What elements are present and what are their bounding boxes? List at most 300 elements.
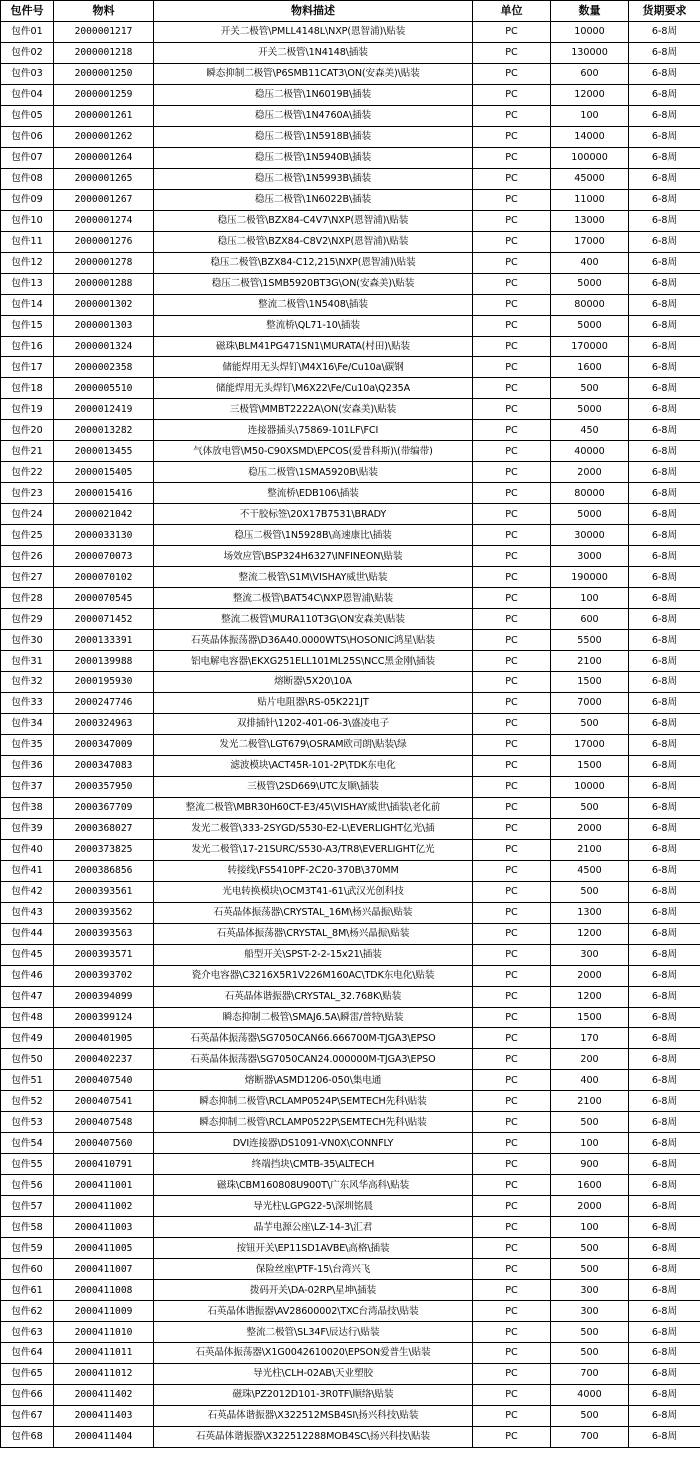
package-no-cell: 包件43 bbox=[1, 902, 54, 923]
package-no-cell: 包件54 bbox=[1, 1133, 54, 1154]
quantity-cell: 17000 bbox=[551, 734, 629, 755]
unit-cell: PC bbox=[473, 692, 551, 713]
lead-time-cell: 6-8周 bbox=[629, 923, 700, 944]
package-no-cell: 包件42 bbox=[1, 881, 54, 902]
lead-time-cell: 6-8周 bbox=[629, 651, 700, 672]
table-row bbox=[1, 860, 700, 881]
package-no-cell: 包件28 bbox=[1, 588, 54, 609]
package-no-cell: 包件15 bbox=[1, 315, 54, 336]
quantity-cell: 500 bbox=[551, 1322, 629, 1343]
unit-cell: PC bbox=[473, 1091, 551, 1112]
unit-cell: PC bbox=[473, 713, 551, 734]
description-cell: 瓷介电容器\C3216X5R1V226M160AC\TDK东电化\贴装 bbox=[154, 965, 473, 986]
quantity-cell: 10000 bbox=[551, 776, 629, 797]
lead-time-cell: 6-8周 bbox=[629, 1028, 700, 1049]
package-no-cell: 包件61 bbox=[1, 1280, 54, 1301]
lead-time-cell: 6-8周 bbox=[629, 881, 700, 902]
lead-time-cell: 6-8周 bbox=[629, 504, 700, 525]
unit-cell: PC bbox=[473, 63, 551, 84]
package-no-cell: 包件41 bbox=[1, 860, 54, 881]
package-no-cell: 包件35 bbox=[1, 734, 54, 755]
table-row bbox=[1, 1049, 700, 1070]
material-cell: 2000001250 bbox=[54, 63, 154, 84]
lead-time-cell: 6-8周 bbox=[629, 21, 700, 42]
description-cell: 熔断器\5X20\10A bbox=[154, 672, 473, 693]
description-cell: 储能焊用无头焊钉\M6X22\Fe/Cu10a\Q235A bbox=[154, 378, 473, 399]
table-row bbox=[1, 105, 700, 126]
table-row bbox=[1, 294, 700, 315]
unit-cell: PC bbox=[473, 231, 551, 252]
package-no-cell: 包件10 bbox=[1, 210, 54, 231]
material-cell: 2000001303 bbox=[54, 315, 154, 336]
material-cell: 2000001265 bbox=[54, 168, 154, 189]
material-cell: 2000001264 bbox=[54, 147, 154, 168]
table-row bbox=[1, 210, 700, 231]
quantity-cell: 500 bbox=[551, 1259, 629, 1280]
unit-cell: PC bbox=[473, 525, 551, 546]
table-row bbox=[1, 1343, 700, 1364]
package-no-cell: 包件45 bbox=[1, 944, 54, 965]
quantity-cell: 5000 bbox=[551, 399, 629, 420]
table-row bbox=[1, 1028, 700, 1049]
quantity-cell: 400 bbox=[551, 252, 629, 273]
description-cell: 发光二极管\17-21SURC/S530-A3/TR8\EVERLIGHT亿光 bbox=[154, 839, 473, 860]
unit-cell: PC bbox=[473, 965, 551, 986]
lead-time-cell: 6-8周 bbox=[629, 1196, 700, 1217]
quantity-cell: 200 bbox=[551, 1049, 629, 1070]
package-no-cell: 包件37 bbox=[1, 776, 54, 797]
unit-cell: PC bbox=[473, 273, 551, 294]
quantity-cell: 1200 bbox=[551, 986, 629, 1007]
quantity-cell: 2000 bbox=[551, 462, 629, 483]
quantity-cell: 500 bbox=[551, 881, 629, 902]
quantity-cell: 600 bbox=[551, 609, 629, 630]
package-no-cell: 包件07 bbox=[1, 147, 54, 168]
package-no-cell: 包件38 bbox=[1, 797, 54, 818]
material-cell: 2000410791 bbox=[54, 1154, 154, 1175]
description-cell: 瞬态抑制二极管\P6SMB11CAT3\ON(安森美)\贴装 bbox=[154, 63, 473, 84]
quantity-cell: 2000 bbox=[551, 1196, 629, 1217]
lead-time-cell: 6-8周 bbox=[629, 273, 700, 294]
description-cell: 晶芋电源公座\LZ-14-3\汇君 bbox=[154, 1217, 473, 1238]
lead-time-cell: 6-8周 bbox=[629, 1322, 700, 1343]
unit-cell: PC bbox=[473, 755, 551, 776]
quantity-cell: 5000 bbox=[551, 273, 629, 294]
quantity-cell: 1600 bbox=[551, 1175, 629, 1196]
lead-time-cell: 6-8周 bbox=[629, 839, 700, 860]
table-row bbox=[1, 63, 700, 84]
material-cell: 2000195930 bbox=[54, 672, 154, 693]
quantity-cell: 80000 bbox=[551, 294, 629, 315]
package-no-cell: 包件23 bbox=[1, 483, 54, 504]
description-cell: 开关二极管\1N4148\插装 bbox=[154, 42, 473, 63]
quantity-cell: 2100 bbox=[551, 1091, 629, 1112]
unit-cell: PC bbox=[473, 986, 551, 1007]
table-row bbox=[1, 1196, 700, 1217]
quantity-cell: 500 bbox=[551, 1343, 629, 1364]
table-row bbox=[1, 21, 700, 42]
description-cell: 稳压二极管\1SMB5920BT3G\ON(安森美)\贴装 bbox=[154, 273, 473, 294]
unit-cell: PC bbox=[473, 902, 551, 923]
table-row bbox=[1, 902, 700, 923]
lead-time-cell: 6-8周 bbox=[629, 1154, 700, 1175]
quantity-cell: 300 bbox=[551, 1280, 629, 1301]
material-cell: 2000001274 bbox=[54, 210, 154, 231]
description-cell: 整流二极管\MURA110T3G\ON安森美\贴装 bbox=[154, 609, 473, 630]
lead-time-cell: 6-8周 bbox=[629, 672, 700, 693]
description-cell: 石英晶体振荡器\SG7050CAN66.666700M-TJGA3\EPSO bbox=[154, 1028, 473, 1049]
material-cell: 2000401905 bbox=[54, 1028, 154, 1049]
package-no-cell: 包件58 bbox=[1, 1217, 54, 1238]
unit-cell: PC bbox=[473, 1049, 551, 1070]
material-cell: 2000411001 bbox=[54, 1175, 154, 1196]
package-no-cell: 包件06 bbox=[1, 126, 54, 147]
header-quantity: 数量 bbox=[551, 1, 629, 22]
package-no-cell: 包件59 bbox=[1, 1238, 54, 1259]
lead-time-cell: 6-8周 bbox=[629, 734, 700, 755]
material-cell: 2000001267 bbox=[54, 189, 154, 210]
lead-time-cell: 6-8周 bbox=[629, 378, 700, 399]
unit-cell: PC bbox=[473, 1238, 551, 1259]
quantity-cell: 2000 bbox=[551, 965, 629, 986]
package-no-cell: 包件67 bbox=[1, 1405, 54, 1426]
package-no-cell: 包件02 bbox=[1, 42, 54, 63]
package-no-cell: 包件52 bbox=[1, 1091, 54, 1112]
unit-cell: PC bbox=[473, 315, 551, 336]
unit-cell: PC bbox=[473, 1028, 551, 1049]
quantity-cell: 100000 bbox=[551, 147, 629, 168]
quantity-cell: 4500 bbox=[551, 860, 629, 881]
package-no-cell: 包件39 bbox=[1, 818, 54, 839]
description-cell: 石英晶体谐振器\X322512MSB4SI\扬兴科技\贴装 bbox=[154, 1405, 473, 1426]
material-cell: 2000411005 bbox=[54, 1238, 154, 1259]
material-cell: 2000357950 bbox=[54, 776, 154, 797]
package-no-cell: 包件60 bbox=[1, 1259, 54, 1280]
quantity-cell: 40000 bbox=[551, 441, 629, 462]
table-row bbox=[1, 525, 700, 546]
description-cell: 石英晶体振荡器\X1G0042610020\EPSON爱普生\贴装 bbox=[154, 1343, 473, 1364]
header-unit: 单位 bbox=[473, 1, 551, 22]
lead-time-cell: 6-8周 bbox=[629, 1259, 700, 1280]
table-row bbox=[1, 399, 700, 420]
table-row bbox=[1, 881, 700, 902]
table-row bbox=[1, 357, 700, 378]
description-cell: 稳压二极管\1N5918B\插装 bbox=[154, 126, 473, 147]
material-cell: 2000407560 bbox=[54, 1133, 154, 1154]
table-row bbox=[1, 126, 700, 147]
quantity-cell: 300 bbox=[551, 944, 629, 965]
quantity-cell: 1500 bbox=[551, 1007, 629, 1028]
material-cell: 2000393563 bbox=[54, 923, 154, 944]
material-cell: 2000001261 bbox=[54, 105, 154, 126]
quantity-cell: 900 bbox=[551, 1154, 629, 1175]
quantity-cell: 12000 bbox=[551, 84, 629, 105]
material-cell: 2000347009 bbox=[54, 734, 154, 755]
quantity-cell: 1500 bbox=[551, 672, 629, 693]
lead-time-cell: 6-8周 bbox=[629, 525, 700, 546]
quantity-cell: 500 bbox=[551, 378, 629, 399]
quantity-cell: 1200 bbox=[551, 923, 629, 944]
table-row bbox=[1, 273, 700, 294]
description-cell: 稳压二极管\1N5940B\插装 bbox=[154, 147, 473, 168]
material-cell: 2000015416 bbox=[54, 483, 154, 504]
package-no-cell: 包件03 bbox=[1, 63, 54, 84]
package-no-cell: 包件04 bbox=[1, 84, 54, 105]
description-cell: 石英晶体谐振器\AV28600002\TXC台湾晶技\贴装 bbox=[154, 1301, 473, 1322]
lead-time-cell: 6-8周 bbox=[629, 63, 700, 84]
quantity-cell: 500 bbox=[551, 713, 629, 734]
lead-time-cell: 6-8周 bbox=[629, 1112, 700, 1133]
material-cell: 2000394099 bbox=[54, 986, 154, 1007]
table-row bbox=[1, 504, 700, 525]
unit-cell: PC bbox=[473, 1343, 551, 1364]
description-cell: 发光二极管\333-2SYGD/S530-E2-L\EVERLIGHT亿光\插 bbox=[154, 818, 473, 839]
unit-cell: PC bbox=[473, 210, 551, 231]
quantity-cell: 45000 bbox=[551, 168, 629, 189]
material-cell: 2000411007 bbox=[54, 1259, 154, 1280]
description-cell: 熔断器\ASMD1206-050\集电通 bbox=[154, 1070, 473, 1091]
lead-time-cell: 6-8周 bbox=[629, 1363, 700, 1384]
unit-cell: PC bbox=[473, 797, 551, 818]
unit-cell: PC bbox=[473, 881, 551, 902]
package-no-cell: 包件47 bbox=[1, 986, 54, 1007]
material-cell: 2000411009 bbox=[54, 1301, 154, 1322]
unit-cell: PC bbox=[473, 1384, 551, 1405]
description-cell: 转接线\FS5410PF-2C20-370B\370MM bbox=[154, 860, 473, 881]
quantity-cell: 100 bbox=[551, 105, 629, 126]
table-row bbox=[1, 1405, 700, 1426]
quantity-cell: 2100 bbox=[551, 651, 629, 672]
description-cell: 场效应管\BSP324H6327\INFINEON\贴装 bbox=[154, 546, 473, 567]
table-row bbox=[1, 839, 700, 860]
package-no-cell: 包件11 bbox=[1, 231, 54, 252]
lead-time-cell: 6-8周 bbox=[629, 483, 700, 504]
material-cell: 2000411402 bbox=[54, 1384, 154, 1405]
lead-time-cell: 6-8周 bbox=[629, 105, 700, 126]
description-cell: 按钮开关\EP11SD1AVBE\高格\插装 bbox=[154, 1238, 473, 1259]
table-row bbox=[1, 797, 700, 818]
description-cell: 稳压二极管\BZX84-C12,215\NXP(恩智浦)\贴装 bbox=[154, 252, 473, 273]
lead-time-cell: 6-8周 bbox=[629, 797, 700, 818]
quantity-cell: 300 bbox=[551, 1301, 629, 1322]
lead-time-cell: 6-8周 bbox=[629, 399, 700, 420]
description-cell: 开关二极管\PMLL4148L\NXP(恩智浦)\贴装 bbox=[154, 21, 473, 42]
description-cell: 稳压二极管\1N5928B\高速康比\插装 bbox=[154, 525, 473, 546]
lead-time-cell: 6-8周 bbox=[629, 630, 700, 651]
unit-cell: PC bbox=[473, 1154, 551, 1175]
lead-time-cell: 6-8周 bbox=[629, 1238, 700, 1259]
package-no-cell: 包件31 bbox=[1, 651, 54, 672]
quantity-cell: 14000 bbox=[551, 126, 629, 147]
header-lead-time: 货期要求 bbox=[629, 1, 700, 22]
quantity-cell: 100 bbox=[551, 1133, 629, 1154]
unit-cell: PC bbox=[473, 399, 551, 420]
table-row bbox=[1, 734, 700, 755]
description-cell: 三极管\2SD669\UTC友顺\插装 bbox=[154, 776, 473, 797]
unit-cell: PC bbox=[473, 651, 551, 672]
description-cell: 贴片电阻器\RS-05K221JT bbox=[154, 692, 473, 713]
material-cell: 2000368027 bbox=[54, 818, 154, 839]
table-row bbox=[1, 1384, 700, 1405]
package-no-cell: 包件05 bbox=[1, 105, 54, 126]
unit-cell: PC bbox=[473, 1196, 551, 1217]
description-cell: 整流二极管\S1M\VISHAY威世\贴装 bbox=[154, 567, 473, 588]
lead-time-cell: 6-8周 bbox=[629, 441, 700, 462]
unit-cell: PC bbox=[473, 923, 551, 944]
description-cell: 双排插针\1202-401-06-3\盛凌电子 bbox=[154, 713, 473, 734]
description-cell: 石英晶体谐振器\X322512288MOB4SC\扬兴科技\贴装 bbox=[154, 1426, 473, 1447]
quantity-cell: 500 bbox=[551, 1405, 629, 1426]
lead-time-cell: 6-8周 bbox=[629, 1007, 700, 1028]
material-cell: 2000002358 bbox=[54, 357, 154, 378]
unit-cell: PC bbox=[473, 483, 551, 504]
quantity-cell: 17000 bbox=[551, 231, 629, 252]
table-row bbox=[1, 336, 700, 357]
package-no-cell: 包件34 bbox=[1, 713, 54, 734]
unit-cell: PC bbox=[473, 126, 551, 147]
lead-time-cell: 6-8周 bbox=[629, 252, 700, 273]
description-cell: 拨码开关\DA-02RP\星坤\插装 bbox=[154, 1280, 473, 1301]
package-no-cell: 包件51 bbox=[1, 1070, 54, 1091]
material-cell: 2000347083 bbox=[54, 755, 154, 776]
description-cell: 石英晶体谐振器\CRYSTAL_32.768K\贴装 bbox=[154, 986, 473, 1007]
lead-time-cell: 6-8周 bbox=[629, 1049, 700, 1070]
package-no-cell: 包件09 bbox=[1, 189, 54, 210]
quantity-cell: 4000 bbox=[551, 1384, 629, 1405]
quantity-cell: 450 bbox=[551, 420, 629, 441]
material-cell: 2000001288 bbox=[54, 273, 154, 294]
table-row bbox=[1, 1175, 700, 1196]
unit-cell: PC bbox=[473, 818, 551, 839]
description-cell: 磁珠\CBM160808U900T\广东风华高科\贴装 bbox=[154, 1175, 473, 1196]
material-cell: 2000411008 bbox=[54, 1280, 154, 1301]
table-row bbox=[1, 1238, 700, 1259]
package-no-cell: 包件57 bbox=[1, 1196, 54, 1217]
description-cell: 船型开关\SPST-2-2-15x21\插装 bbox=[154, 944, 473, 965]
quantity-cell: 11000 bbox=[551, 189, 629, 210]
description-cell: 滤波模块\ACT45R-101-2P\TDK东电化 bbox=[154, 755, 473, 776]
lead-time-cell: 6-8周 bbox=[629, 1384, 700, 1405]
description-cell: 稳压二极管\BZX84-C4V7\NXP(恩智浦)\贴装 bbox=[154, 210, 473, 231]
unit-cell: PC bbox=[473, 42, 551, 63]
header-description: 物料描述 bbox=[154, 1, 473, 22]
unit-cell: PC bbox=[473, 168, 551, 189]
package-no-cell: 包件32 bbox=[1, 672, 54, 693]
package-no-cell: 包件63 bbox=[1, 1322, 54, 1343]
description-cell: 稳压二极管\1N6022B\插装 bbox=[154, 189, 473, 210]
table-row bbox=[1, 965, 700, 986]
table-row bbox=[1, 567, 700, 588]
package-no-cell: 包件29 bbox=[1, 609, 54, 630]
description-cell: 整流桥\EDB106\插装 bbox=[154, 483, 473, 504]
unit-cell: PC bbox=[473, 567, 551, 588]
description-cell: 磁珠\BLM41PG471SN1\MURATA(村田)\贴装 bbox=[154, 336, 473, 357]
lead-time-cell: 6-8周 bbox=[629, 336, 700, 357]
lead-time-cell: 6-8周 bbox=[629, 1301, 700, 1322]
material-cell: 2000013455 bbox=[54, 441, 154, 462]
material-cell: 2000139988 bbox=[54, 651, 154, 672]
quantity-cell: 500 bbox=[551, 797, 629, 818]
material-cell: 2000411011 bbox=[54, 1343, 154, 1364]
package-no-cell: 包件27 bbox=[1, 567, 54, 588]
package-no-cell: 包件40 bbox=[1, 839, 54, 860]
quantity-cell: 190000 bbox=[551, 567, 629, 588]
package-no-cell: 包件08 bbox=[1, 168, 54, 189]
table-row bbox=[1, 651, 700, 672]
table-row bbox=[1, 1322, 700, 1343]
table-row bbox=[1, 1280, 700, 1301]
material-cell: 2000070073 bbox=[54, 546, 154, 567]
quantity-cell: 500 bbox=[551, 1112, 629, 1133]
package-no-cell: 包件22 bbox=[1, 462, 54, 483]
unit-cell: PC bbox=[473, 1217, 551, 1238]
table-row bbox=[1, 189, 700, 210]
material-cell: 2000001218 bbox=[54, 42, 154, 63]
table-row bbox=[1, 1259, 700, 1280]
lead-time-cell: 6-8周 bbox=[629, 776, 700, 797]
description-cell: 保险丝座\PTF-15\台湾兴飞 bbox=[154, 1259, 473, 1280]
lead-time-cell: 6-8周 bbox=[629, 1426, 700, 1447]
material-cell: 2000399124 bbox=[54, 1007, 154, 1028]
quantity-cell: 600 bbox=[551, 63, 629, 84]
lead-time-cell: 6-8周 bbox=[629, 902, 700, 923]
description-cell: 导光柱\CLH-02AB\天业塑胶 bbox=[154, 1363, 473, 1384]
lead-time-cell: 6-8周 bbox=[629, 1280, 700, 1301]
description-cell: 整流桥\QL71-10\插装 bbox=[154, 315, 473, 336]
lead-time-cell: 6-8周 bbox=[629, 944, 700, 965]
quantity-cell: 100 bbox=[551, 1217, 629, 1238]
unit-cell: PC bbox=[473, 588, 551, 609]
table-body bbox=[1, 21, 700, 1447]
header-package-no: 包件号 bbox=[1, 1, 54, 22]
quantity-cell: 100 bbox=[551, 588, 629, 609]
material-cell: 2000005510 bbox=[54, 378, 154, 399]
package-no-cell: 包件25 bbox=[1, 525, 54, 546]
unit-cell: PC bbox=[473, 1363, 551, 1384]
description-cell: 储能焊用无头焊钉\M4X16\Fe/Cu10a\碳钢 bbox=[154, 357, 473, 378]
quantity-cell: 1500 bbox=[551, 755, 629, 776]
quantity-cell: 3000 bbox=[551, 546, 629, 567]
material-cell: 2000407541 bbox=[54, 1091, 154, 1112]
package-no-cell: 包件64 bbox=[1, 1343, 54, 1364]
material-cell: 2000133391 bbox=[54, 630, 154, 651]
description-cell: 三极管\MMBT2222A\ON(安森美)\贴装 bbox=[154, 399, 473, 420]
lead-time-cell: 6-8周 bbox=[629, 567, 700, 588]
table-row bbox=[1, 546, 700, 567]
table-row bbox=[1, 1217, 700, 1238]
description-cell: 终端挡块\CMTB-35\ALTECH bbox=[154, 1154, 473, 1175]
material-cell: 2000411403 bbox=[54, 1405, 154, 1426]
quantity-cell: 1600 bbox=[551, 357, 629, 378]
package-no-cell: 包件24 bbox=[1, 504, 54, 525]
description-cell: 稳压二极管\1N4760A\插装 bbox=[154, 105, 473, 126]
lead-time-cell: 6-8周 bbox=[629, 713, 700, 734]
lead-time-cell: 6-8周 bbox=[629, 986, 700, 1007]
lead-time-cell: 6-8周 bbox=[629, 965, 700, 986]
lead-time-cell: 6-8周 bbox=[629, 168, 700, 189]
quantity-cell: 500 bbox=[551, 1238, 629, 1259]
quantity-cell: 10000 bbox=[551, 21, 629, 42]
description-cell: 铝电解电容器\EKXG251ELL101ML25S\NCC黑金刚\插装 bbox=[154, 651, 473, 672]
package-no-cell: 包件01 bbox=[1, 21, 54, 42]
package-no-cell: 包件56 bbox=[1, 1175, 54, 1196]
lead-time-cell: 6-8周 bbox=[629, 357, 700, 378]
quantity-cell: 700 bbox=[551, 1426, 629, 1447]
unit-cell: PC bbox=[473, 105, 551, 126]
lead-time-cell: 6-8周 bbox=[629, 1070, 700, 1091]
unit-cell: PC bbox=[473, 441, 551, 462]
lead-time-cell: 6-8周 bbox=[629, 1175, 700, 1196]
